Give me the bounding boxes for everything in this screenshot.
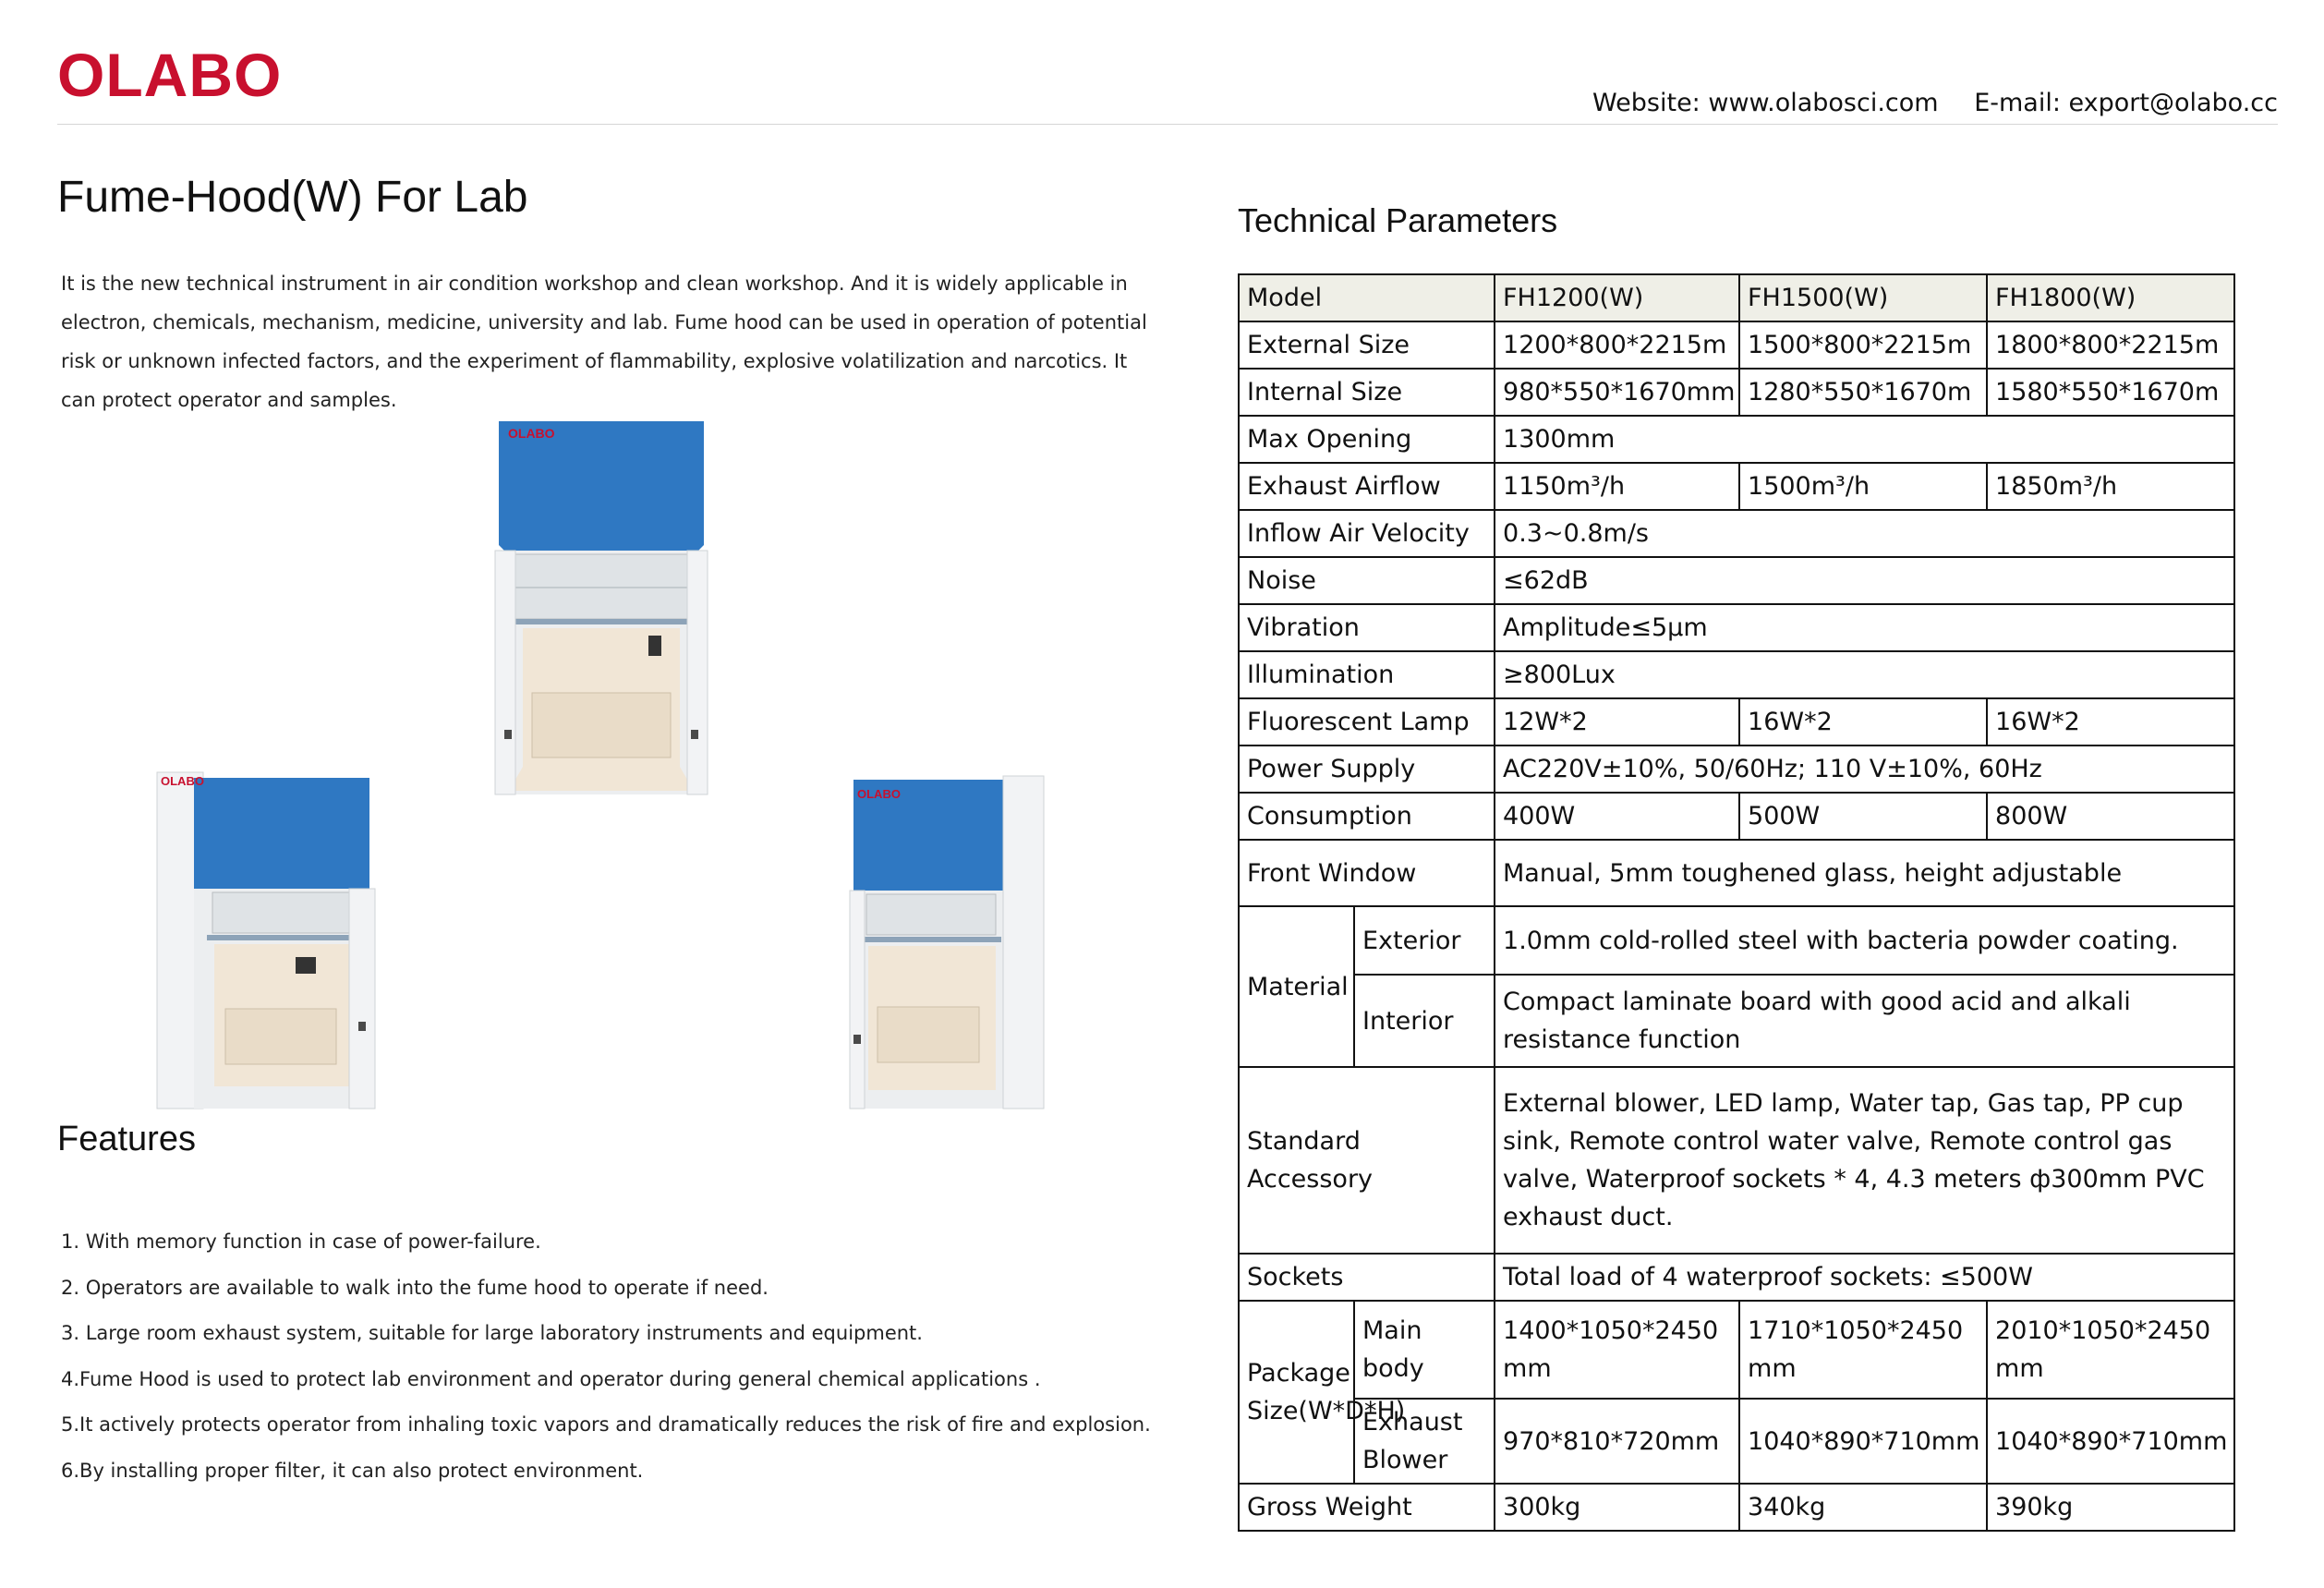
header-divider xyxy=(57,124,2278,125)
hood-logo-text: OLABO xyxy=(161,774,204,788)
table-cell: 1710*1050*2450mm xyxy=(1739,1301,1987,1399)
table-cell: 1150m³/h xyxy=(1495,463,1739,510)
table-row xyxy=(1239,840,2234,906)
feature-item: 1. With memory function in case of power-failure. xyxy=(61,1230,541,1253)
fume-hood-image-left xyxy=(157,772,375,1109)
model-cell: FH1800(W) xyxy=(1987,274,2234,321)
row-label: Vibration xyxy=(1239,604,1495,651)
feature-item: 5.It actively protects operator from inhaling toxic vapors and dramatically reduces the risk of fire and explosion. xyxy=(61,1413,1151,1436)
row-label: External Size xyxy=(1239,321,1495,369)
sub-label: Main body xyxy=(1354,1301,1495,1399)
table-row xyxy=(1239,1301,2234,1399)
table-cell: 1300mm xyxy=(1495,416,2234,463)
table-row xyxy=(1239,793,2234,840)
row-label: Noise xyxy=(1239,557,1495,604)
row-label: Gross Weight xyxy=(1239,1484,1495,1531)
sub-label: Exhaust Blower xyxy=(1354,1399,1495,1484)
model-cell: FH1200(W) xyxy=(1495,274,1739,321)
table-row xyxy=(1239,1254,2234,1301)
hood-logo-text: OLABO xyxy=(508,426,555,441)
row-label: Exhaust Airflow xyxy=(1239,463,1495,510)
table-cell: 1500m³/h xyxy=(1739,463,1987,510)
table-cell: 1.0mm cold-rolled steel with bacteria powder coating. xyxy=(1495,906,2234,975)
fume-hood-image-front xyxy=(495,416,708,794)
row-label: Internal Size xyxy=(1239,369,1495,416)
table-row xyxy=(1239,746,2234,793)
table-cell: 400W xyxy=(1495,793,1739,840)
table-cell: 1400*1050*2450mm xyxy=(1495,1301,1739,1399)
table-row xyxy=(1239,906,2234,975)
table-cell: 1040*890*710mm xyxy=(1739,1399,1987,1484)
row-label: Package Size(W*D*H) xyxy=(1239,1301,1354,1484)
features-list xyxy=(61,1219,1151,1494)
row-label: Standard Accessory xyxy=(1239,1067,1495,1254)
table-cell: 2010*1050*2450mm xyxy=(1987,1301,2234,1399)
table-row xyxy=(1239,1067,2234,1254)
table-row xyxy=(1239,698,2234,746)
row-label: Consumption xyxy=(1239,793,1495,840)
table-row xyxy=(1239,557,2234,604)
table-cell: 1850m³/h xyxy=(1987,463,2234,510)
table-cell: 1580*550*1670m xyxy=(1987,369,2234,416)
table-row xyxy=(1239,604,2234,651)
technical-parameters-table xyxy=(1238,273,2235,1532)
table-cell: 970*810*720mm xyxy=(1495,1399,1739,1484)
feature-item: 3. Large room exhaust system, suitable for large laboratory instruments and equipment. xyxy=(61,1322,923,1344)
table-cell: External blower, LED lamp, Water tap, Gas tap, PP cup sink, Remote control water valve, Remote control gas valve, Waterproof sockets * 4, 4.3 meters ф300mm PVC exhaust duct. xyxy=(1495,1067,2234,1254)
table-row xyxy=(1239,1484,2234,1531)
page-title: Fume-Hood(W) For Lab xyxy=(57,173,528,222)
table-row xyxy=(1239,463,2234,510)
table-cell: 1280*550*1670m xyxy=(1739,369,1987,416)
table-cell: 1040*890*710mm xyxy=(1987,1399,2234,1484)
sub-label: Interior xyxy=(1354,975,1495,1067)
table-row xyxy=(1239,651,2234,698)
row-label: Material xyxy=(1239,906,1354,1067)
table-cell: 340kg xyxy=(1739,1484,1987,1531)
table-cell: 16W*2 xyxy=(1739,698,1987,746)
table-cell: Compact laminate board with good acid and alkali resistance function xyxy=(1495,975,2234,1067)
table-cell: 1500*800*2215m xyxy=(1739,321,1987,369)
row-label: Front Window xyxy=(1239,840,1495,906)
hood-logo-text: OLABO xyxy=(857,787,901,801)
olabo-logo: OLABO xyxy=(57,41,283,109)
row-label: Illumination xyxy=(1239,651,1495,698)
website-link[interactable]: Website: www.olabosci.com xyxy=(1592,89,1939,117)
table-cell: 300kg xyxy=(1495,1484,1739,1531)
table-cell: 1200*800*2215m xyxy=(1495,321,1739,369)
table-cell: Total load of 4 waterproof sockets: ≤500W xyxy=(1495,1254,2234,1301)
table-cell: 500W xyxy=(1739,793,1987,840)
fume-hood-image-right xyxy=(850,776,1044,1109)
row-label: Fluorescent Lamp xyxy=(1239,698,1495,746)
row-label: Sockets xyxy=(1239,1254,1495,1301)
table-cell: 0.3~0.8m/s xyxy=(1495,510,2234,557)
table-row xyxy=(1239,321,2234,369)
feature-item: 4.Fume Hood is used to protect lab environment and operator during general chemical applications . xyxy=(61,1367,1041,1390)
table-cell: 1800*800*2215m xyxy=(1987,321,2234,369)
table-cell: AC220V±10%, 50/60Hz; 110 V±10%, 60Hz xyxy=(1495,746,2234,793)
table-row xyxy=(1239,975,2234,1067)
feature-item: 2. Operators are available to walk into the fume hood to operate if need. xyxy=(61,1276,769,1299)
table-cell: Amplitude≤5μm xyxy=(1495,604,2234,651)
table-cell: ≤62dB xyxy=(1495,557,2234,604)
row-label: Power Supply xyxy=(1239,746,1495,793)
table-row xyxy=(1239,1399,2234,1484)
table-cell: 390kg xyxy=(1987,1484,2234,1531)
table-cell: 12W*2 xyxy=(1495,698,1739,746)
row-label: Max Opening xyxy=(1239,416,1495,463)
table-cell: 980*550*1670mm xyxy=(1495,369,1739,416)
table-cell: Manual, 5mm toughened glass, height adjustable xyxy=(1495,840,2234,906)
features-heading: Features xyxy=(57,1120,196,1158)
table-cell: 800W xyxy=(1987,793,2234,840)
table-row xyxy=(1239,274,2234,321)
row-label: Model xyxy=(1239,274,1495,321)
table-row xyxy=(1239,369,2234,416)
table-row xyxy=(1239,510,2234,557)
row-label: Inflow Air Velocity xyxy=(1239,510,1495,557)
sub-label: Exterior xyxy=(1354,906,1495,975)
header-contact xyxy=(1565,89,2278,117)
table-cell: ≥800Lux xyxy=(1495,651,2234,698)
model-cell: FH1500(W) xyxy=(1739,274,1987,321)
table-cell: 16W*2 xyxy=(1987,698,2234,746)
technical-parameters-heading: Technical Parameters xyxy=(1238,201,1558,239)
intro-paragraph: It is the new technical instrument in air condition workshop and clean workshop. And it is widely applicable in electron, chemicals, mechanism, medicine, university and lab. Fume hood can be used in operation of potential risk or unknown infected factors, and the experiment of flammability, explosive volatilization and narcotics. It can protect operator and samples. xyxy=(61,273,1147,411)
table-row xyxy=(1239,416,2234,463)
email-link[interactable]: E-mail: export@olabo.cc xyxy=(1974,89,2278,117)
feature-item: 6.By installing proper filter, it can also protect environment. xyxy=(61,1459,644,1482)
